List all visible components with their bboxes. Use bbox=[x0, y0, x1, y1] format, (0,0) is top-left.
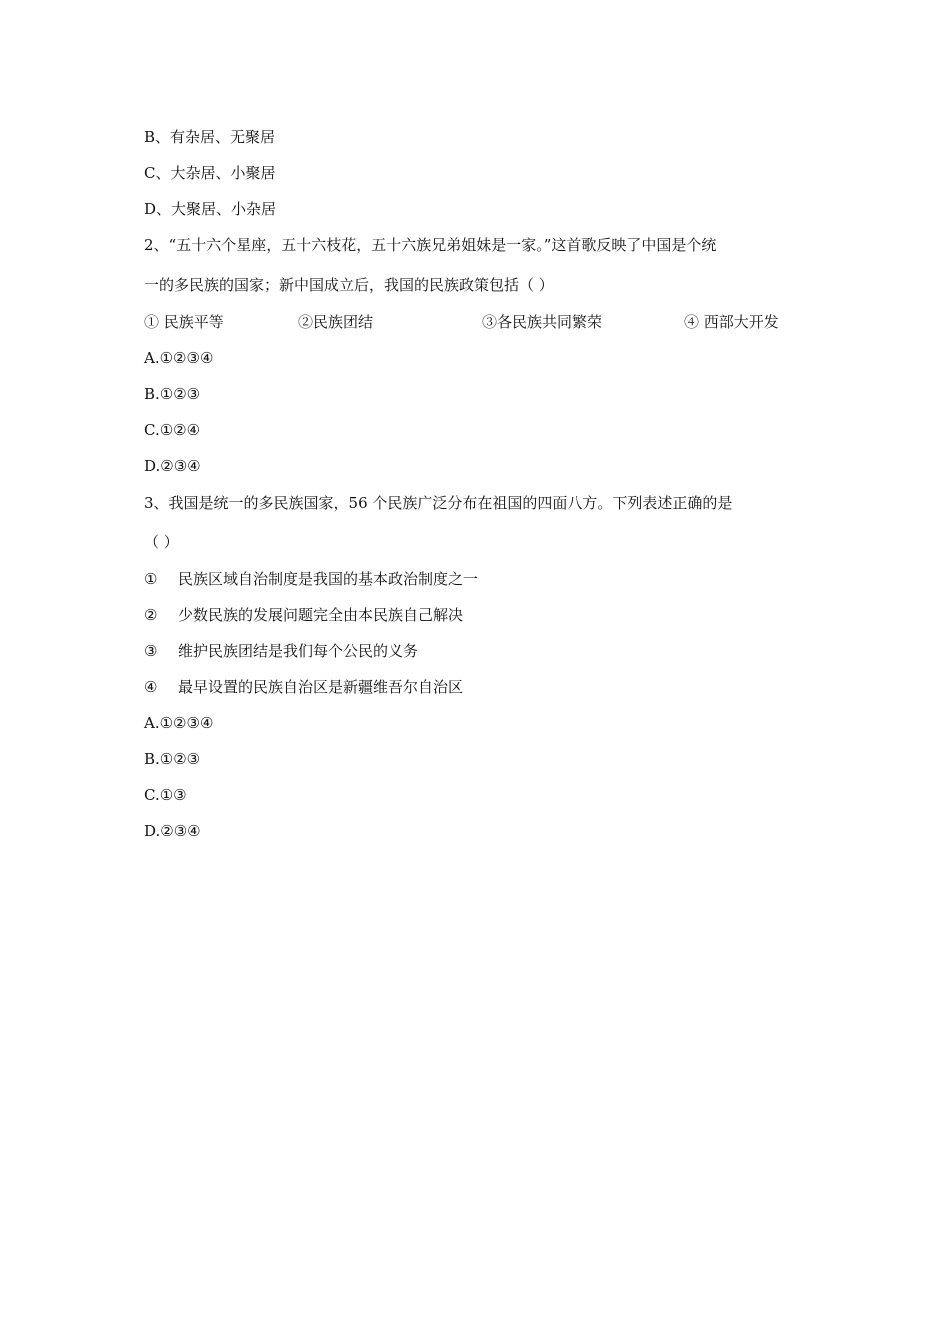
q3-stem-line-2: （ ） bbox=[144, 533, 179, 551]
q3-statement-4 bbox=[144, 677, 463, 697]
q2-stem-line-1: 2、“五十六个星座，五十六枝花，五十六族兄弟姐妹是一家。”这首歌反映了中国是个统 bbox=[144, 236, 717, 254]
q3-statement-2 bbox=[144, 605, 463, 625]
q2-item-4: ④ 西部大开发 bbox=[684, 313, 779, 331]
q3-statement-1-text: 民族区域自治制度是我国的基本政治制度之一 bbox=[178, 570, 479, 588]
q2-stem-line-2: 一的多民族的国家；新中国成立后，我国的民族政策包括（ ） bbox=[144, 276, 554, 294]
q2-choice-c: C.①②④ bbox=[144, 421, 201, 439]
q3-choice-d: D.②③④ bbox=[144, 822, 201, 840]
q3-statement-2-num: ② bbox=[144, 606, 158, 624]
q1-option-c: C、大杂居、小聚居 bbox=[144, 164, 276, 182]
q2-choice-b: B.①②③ bbox=[144, 385, 201, 403]
q3-statement-4-text: 最早设置的民族自治区是新疆维吾尔自治区 bbox=[178, 678, 464, 696]
q1-option-d: D、大聚居、小杂居 bbox=[144, 200, 277, 218]
q3-choice-b: B.①②③ bbox=[144, 750, 201, 768]
q2-item-3: ③各民族共同繁荣 bbox=[482, 313, 603, 331]
q2-item-1: ① 民族平等 bbox=[144, 313, 224, 331]
q2-item-2: ②民族团结 bbox=[298, 313, 374, 331]
q3-statement-3 bbox=[144, 641, 418, 661]
q3-statement-3-num: ③ bbox=[144, 642, 158, 660]
q3-statement-4-num: ④ bbox=[144, 678, 158, 696]
q3-choice-a: A.①②③④ bbox=[144, 714, 214, 732]
q3-statement-2-text: 少数民族的发展问题完全由本民族自己解决 bbox=[178, 606, 464, 624]
q2-choice-a: A.①②③④ bbox=[144, 349, 214, 367]
q1-option-b: B、有杂居、无聚居 bbox=[144, 128, 276, 146]
q3-statement-1-num: ① bbox=[144, 570, 158, 588]
q2-choice-d: D.②③④ bbox=[144, 457, 201, 475]
q3-statement-1 bbox=[144, 569, 478, 589]
q3-statement-3-text: 维护民族团结是我们每个公民的义务 bbox=[178, 642, 419, 660]
q3-choice-c: C.①③ bbox=[144, 786, 187, 804]
q3-stem-line-1: 3、我国是统一的多民族国家，56 个民族广泛分布在祖国的四面八方。下列表述正确的是 bbox=[144, 494, 733, 512]
